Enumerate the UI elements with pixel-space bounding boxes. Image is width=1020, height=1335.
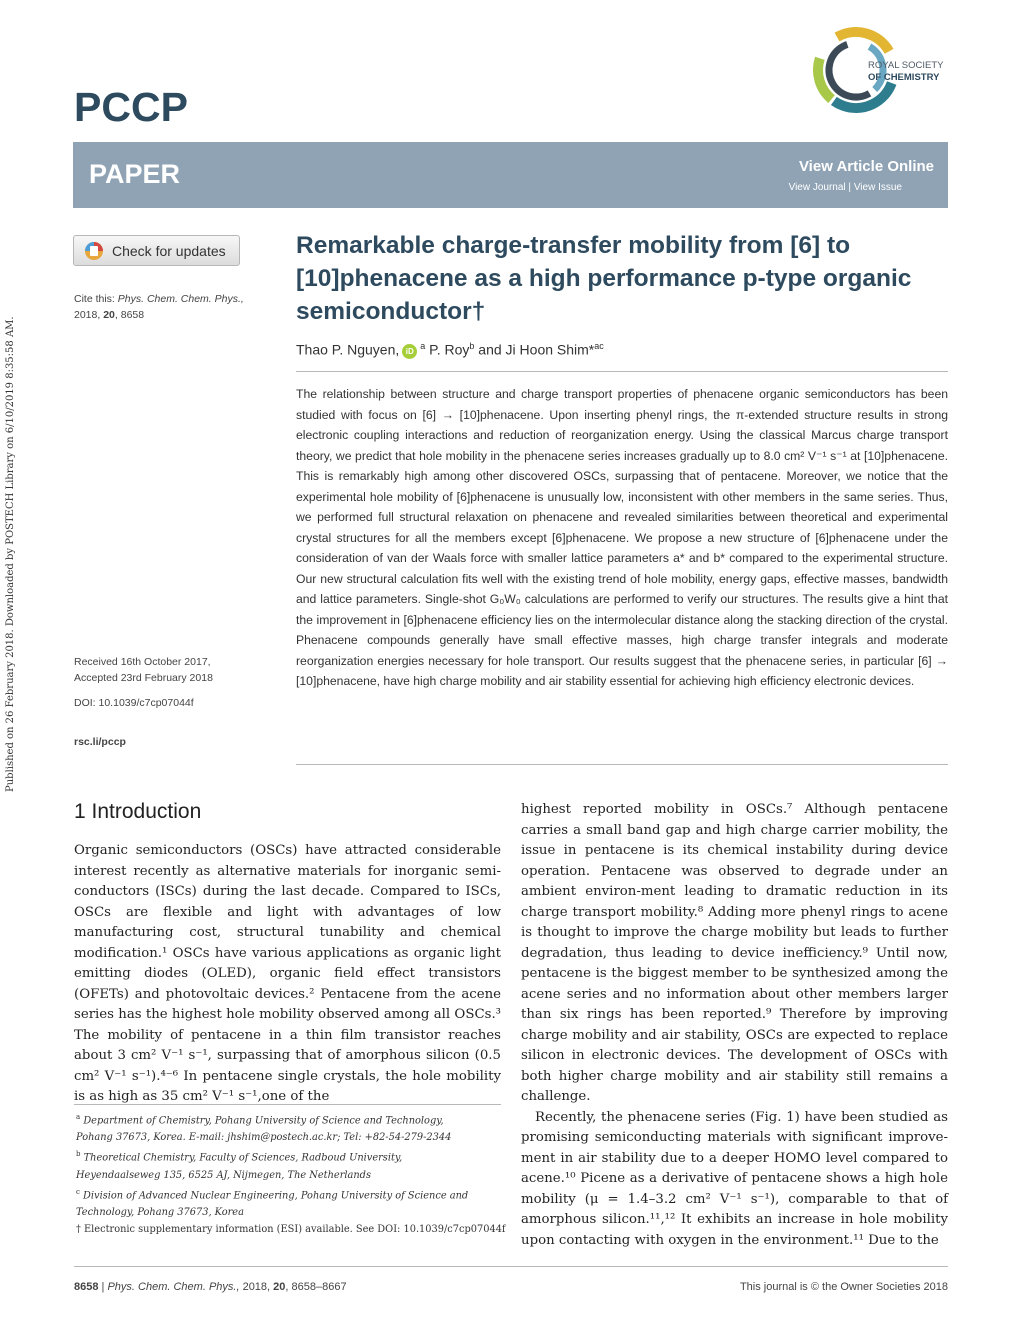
logo-line-2: OF CHEMISTRY	[868, 72, 940, 83]
footer-divider	[74, 1266, 948, 1267]
check-for-updates-label: Check for updates	[112, 243, 226, 259]
footer-copyright: This journal is © the Owner Societies 2018	[739, 1281, 948, 1293]
page-number: 8658	[74, 1281, 99, 1293]
footnote-affil-c: $^c$ Division of Advanced Nuclear Engineering, Pohang University of Science and	[76, 1187, 469, 1201]
footnotes	[74, 1109, 504, 1238]
view-links-separator: |	[845, 182, 854, 193]
section-heading-introduction: 1 Introduction	[74, 800, 202, 823]
footnote-affil-b-cont: Heyendaalseweg 135, 6525 AJ, Nijmegen, The Netherlands	[76, 1169, 371, 1181]
cite-year: 2018,	[74, 309, 104, 321]
divider-top	[296, 371, 948, 372]
article-title: Remarkable charge-transfer mobility from [6] to [10]phenacene as a high performance p-type organic semiconductor†	[296, 232, 912, 325]
view-journal-link[interactable]: View Journal	[788, 182, 846, 193]
view-links	[789, 182, 902, 193]
article-type-label: PAPER	[89, 159, 181, 189]
accepted-date: Accepted 23rd February 2018	[74, 672, 213, 684]
orcid-icon[interactable]: iD	[402, 344, 417, 359]
author-1-affil: a	[420, 341, 426, 351]
author-2-affil: b	[469, 341, 475, 351]
intro-paragraph: highest reported mobility in OSCs.⁷ Although pentacene carries a small band gap and high charge carrier mobility, the issue in pentacene is its chemical instability during device operation. Pentacene was observed to degrade under an ambient environ-ment leading to dramatic reduction in its charge transport mobility.⁸ Adding more phenyl rings to acene is thought to improve the charge mobility but leads to further degradation, thus leading to device inefficiency.⁹ Until now, pentacene is the biggest member to be synthesized among the acene series and no information about other members larger than six rings has been reported.⁹ Therefore by improving charge mobility and air stability, OSCs are expected to replace silicon in electronic devices. The development of OSCs with both higher charge mobility and air stability still remains a challenge.	[521, 802, 948, 1104]
journal-link[interactable]: rsc.li/pccp	[74, 736, 126, 748]
download-sidenote: Published on 26 February 2018. Downloaded by POSTECH Library on 6/10/2019 8:35:58 AM.	[5, 316, 16, 792]
author-1[interactable]: Thao P. Nguyen,	[296, 341, 400, 358]
article-type-banner	[73, 142, 948, 208]
rsc-logo	[806, 22, 956, 122]
citation	[74, 291, 284, 323]
doi[interactable]: DOI: 10.1039/c7cp07044f	[74, 697, 194, 709]
intro-paragraph: Recently, the phenacene series (Fig. 1) have been studied as promising semiconducting materials with significant improve-ment in air stability due to a deeper HOMO level compared to acene.¹⁰ Picene as a derivative of pentacene shows a high hole mobility (μ = 1.4–3.2 cm² V⁻¹ s⁻¹), comparable to that of amorphous silicon.¹¹,¹² It exhibits an increase in hole mobility upon contacting with oxygen in the environment.¹¹ Due to the	[521, 1109, 948, 1248]
view-article-online-link[interactable]: View Article Online	[798, 158, 934, 175]
abstract: The relationship between structure and charge transport properties of phenacene organic semiconductors has been studied with focus on [6] → [10]phenacene. Upon inserting phenyl rings, the π-extended structure results in strong electronic coupling interactions and reduction of reorganization energy. Using the classical Marcus charge transport theory, we predict that hole mobility in the phenacene series increases gradually up to 8.0 cm² V⁻¹ s⁻¹ at [10]phenacene. This is remarkably high among other discovered OSCs, surpassing that of pentacene. Moreover, we notice that the experimental hole mobility of [6]phenacene is unusually low, inconsistent with other members in the same series. Thus, we performed full structural relaxation on phenacene and revealed similarities between theoretical and experimental crystal structures for all the members except [6]phenacene. We propose a new structure of [6]phenacene under the consideration of van der Waals force with smaller lattice parameters a* and b* compared to the experimental structure. Our new structural calculation fits well with the existing trend of hole mobility, energy gaps, effective masses, bandwidth and lattice parameters. Single-shot G₀W₀ calculations are performed to verify our structures. The results give a hint that the improvement in [6]phenacene efficiency lies on the intermolecular distance along the stacking direction of the crystal. Phenacene compounds generally have small effective masses, high charge transfer integrals and moderate reorganization energies necessary for hole transport. Our results suggest that the phenacene series, in particular [6] → [10]phenacene, have high charge mobility and air stability essential for achieving high efficiency electronic devices.	[296, 387, 948, 688]
article-dates	[74, 654, 284, 686]
author-3[interactable]: and Ji Hoon Shim*	[474, 341, 595, 358]
footnote-affil-b: $^b$ Theoretical Chemistry, Faculty of Sciences, Radboud University,	[76, 1150, 403, 1164]
logo-line-1: ROYAL SOCIETY	[868, 60, 944, 71]
cite-volume: 20	[103, 309, 115, 321]
crossmark-icon	[83, 241, 105, 261]
author-3-affil: ac	[594, 341, 604, 351]
footnote-esi: † Electronic supplementary information (ESI) available. See DOI: 10.1039/c7cp07044f	[76, 1223, 506, 1235]
cite-prefix: Cite this:	[74, 293, 118, 305]
author-2[interactable]: P. Roy	[425, 341, 470, 358]
footnote-affil-c-cont: Technology, Pohang 37673, Korea	[76, 1206, 244, 1218]
footnote-divider	[74, 1104, 501, 1105]
rsc-logo-icon	[806, 22, 956, 122]
divider-bottom	[296, 764, 948, 765]
cite-page: , 8658	[114, 309, 145, 321]
intro-column-right	[521, 800, 948, 1251]
check-for-updates-button[interactable]	[73, 235, 240, 266]
footnote-affil-a-cont: Pohang 37673, Korea. E-mail: jhshim@postech.ac.kr; Tel: +82-54-279-2344	[76, 1132, 452, 1144]
received-date: Received 16th October 2017,	[74, 656, 211, 668]
author-list	[296, 341, 604, 359]
view-issue-link[interactable]: View Issue	[853, 182, 902, 193]
cite-journal: Phys. Chem. Chem. Phys.,	[117, 293, 244, 305]
footer-citation: 8658 | Phys. Chem. Chem. Phys., 2018, 20, 8658–8667	[74, 1281, 347, 1293]
footer-journal: Phys. Chem. Chem. Phys.,	[107, 1281, 240, 1293]
footnote-affil-a: $^a$ Department of Chemistry, Pohang University of Science and Technology,	[76, 1113, 444, 1127]
journal-title: PCCP	[74, 84, 188, 130]
intro-column-left	[74, 841, 501, 1108]
intro-paragraph: Organic semiconductors (OSCs) have attracted considerable interest recently as alternative materials for inorganic semi-conductors (ISCs) during the last decade. Compared to ISCs, OSCs are flexible and light with advantages of low manufacturing cost, structural tunability and chemical modification.¹ OSCs have various applications as organic light emitting diodes (OLED), organic field effect transistors (OFETs) and photovoltaic devices.² Pentacene from the acene series has the highest hole mobility observed among all OSCs.³ The mobility of pentacene in a thin film transistor reaches about 3 cm² V⁻¹ s⁻¹, surpassing that of amorphous silicon (0.5 cm² V⁻¹ s⁻¹).⁴⁻⁶ In pentacene single crystals, the hole mobility is as high as 35 cm² V⁻¹ s⁻¹,one of the	[74, 843, 501, 1104]
